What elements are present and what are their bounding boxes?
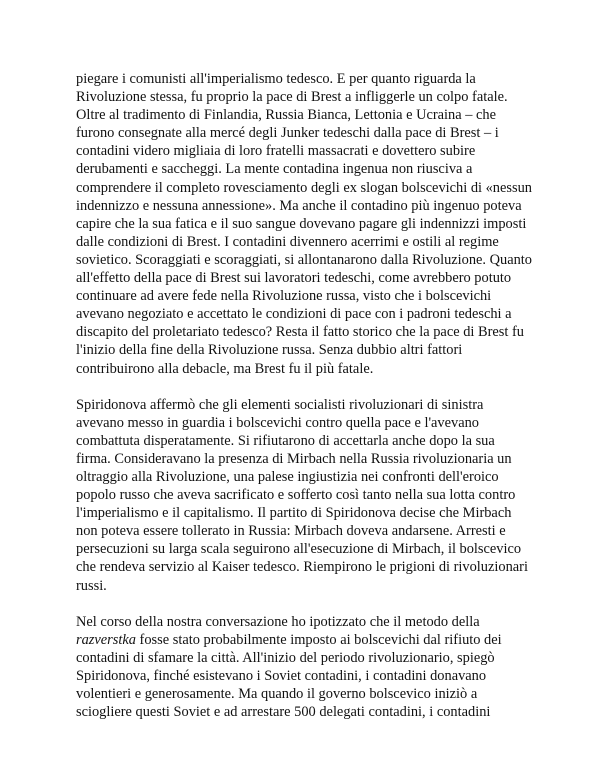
- paragraph-2-text: Spiridonova affermò che gli elementi socialisti rivoluzionari di sinistra avevano messo in guardia i bolscevichi contro quella pace e l'avevano combattuta disperatamente. Si rifiutarono di accettarla anche dopo la sua firma. Consideravano la presenza di Mirbach nella Russia rivoluzionaria un oltraggio alla Rivoluzione, una palese ingiustizia nei confronti dell'eroico popolo russo che aveva sacrificato e sofferto così tanto nella sua lotta contro l'imperialismo e il capitalismo. Il partito di Spiridonova decise che Mirbach non poteva essere tollerato in Russia: Mirbach doveva andarsene. Arresti e persecuzioni su larga scala seguirono all'esecuzione di Mirbach, il bolscevico che rendeva servizio al Kaiser tedesco. Riempirono le prigioni di rivoluzionari russi.: [76, 396, 528, 594]
- paragraph-1: [76, 70, 532, 378]
- paragraph-3-text-start: Nel corso della nostra conversazione ho ipotizzato che il metodo della: [76, 613, 480, 630]
- document-page: [76, 70, 532, 739]
- italic-term-razverstka: razverstka: [76, 631, 136, 648]
- paragraph-2: [76, 396, 532, 595]
- paragraph-3-text-end: fosse stato probabilmente imposto ai bolscevichi dal rifiuto dei contadini di sfamare la città. All'inizio del periodo rivoluzionario, spiegò Spiridonova, finché esistevano i Soviet contadini, i contadini donavano volentieri e generosamente. Ma quando il governo bolscevico iniziò a sciogliere questi Soviet e ad arrestare 500 delegati contadini, i contadini: [76, 631, 502, 721]
- paragraph-3: [76, 613, 532, 722]
- paragraph-1-text: piegare i comunisti all'imperialismo tedesco. E per quanto riguarda la Rivoluzione stessa, fu proprio la pace di Brest a infliggerle un colpo fatale. Oltre al tradimento di Finlandia, Russia Bianca, Lettonia e Ucraina – che furono consegnate alla mercé degli Junker tedeschi dalla pace di Brest – i contadini videro migliaia di loro fratelli massacrati e dovettero subire derubamenti e saccheggi. La mente contadina ingenua non riusciva a comprendere il completo rovesciamento degli ex slogan bolscevichi di «nessun indennizzo e nessuna annessione». Ma anche il contadino più ingenuo poteva capire che la sua fatica e il suo sangue dovevano pagare gli indennizzi imposti dalle condizioni di Brest. I contadini divennero acerrimi e ostili al regime sovietico. Scoraggiati e scoraggiati, si allontanarono dalla Rivoluzione. Quanto all'effetto della pace di Brest sui lavoratori tedeschi, come avrebbero potuto continuare ad avere fede nella Rivoluzione russa, visto che i bolscevichi avevano negoziato e accettato le condizioni di pace con i padroni tedeschi a discapito del proletariato tedesco? Resta il fatto storico che la pace di Brest fu l'inizio della fine della Rivoluzione russa. Senza dubbio altri fattori contribuirono alla debacle, ma Brest fu il più fatale.: [76, 71, 532, 377]
